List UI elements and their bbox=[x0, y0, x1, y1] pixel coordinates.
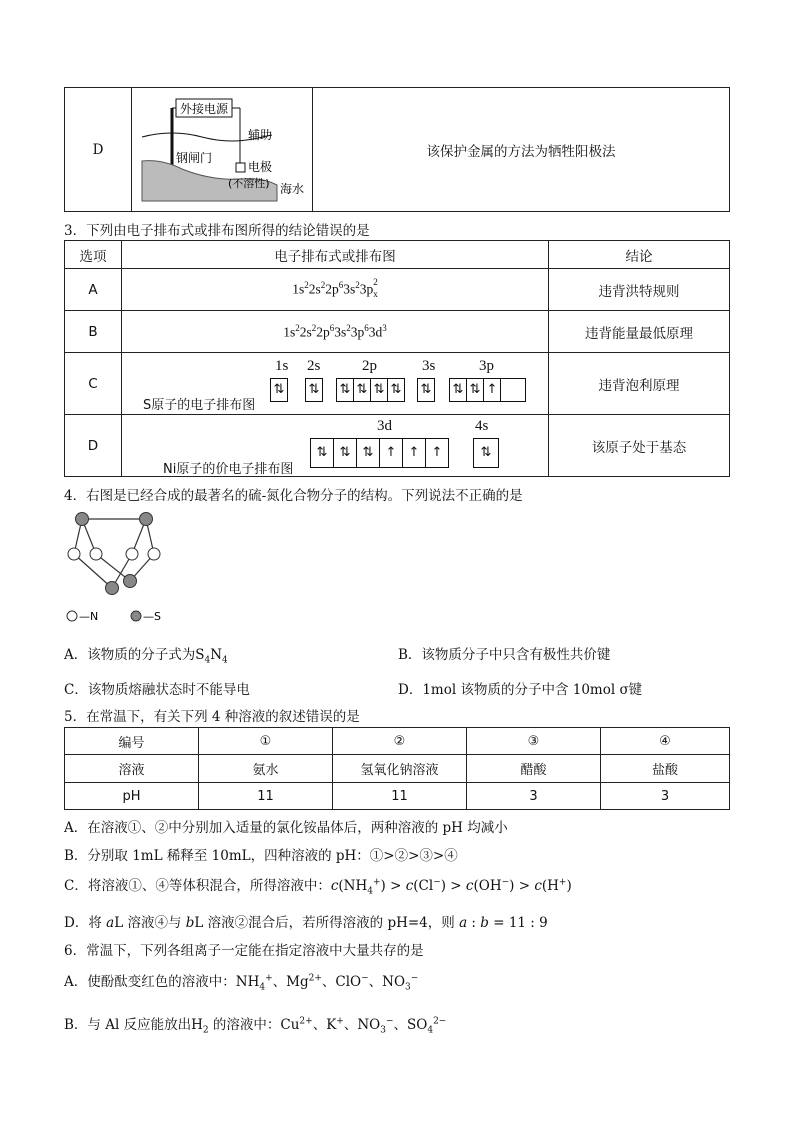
s-atom-label: S原子的电子排布图 bbox=[143, 398, 256, 413]
q3-conclusion-d: 该原子处于基态 bbox=[549, 415, 730, 477]
orbital-box-2p: ⇅ ⇅ ⇅ ⇅ bbox=[336, 378, 404, 402]
q3-header-option: 选项 bbox=[65, 241, 122, 269]
q5-cell: 编号 bbox=[65, 728, 199, 755]
nitrogen-atom bbox=[90, 548, 102, 560]
orbital-label-4s: 4s bbox=[475, 418, 489, 434]
aux-label-2: 电极 bbox=[248, 159, 273, 174]
q5-cell: 3 bbox=[601, 783, 730, 810]
q5-cell: 盐酸 bbox=[601, 755, 730, 783]
q5-cell: 11 bbox=[199, 783, 333, 810]
q5-cell: 氨水 bbox=[199, 755, 333, 783]
orbital-label-2s: 2s bbox=[307, 358, 321, 374]
q5-cell: ④ bbox=[601, 728, 730, 755]
q5-option-d: D．将 aL 溶液④与 bL 溶液②混合后，若所得溶液的 pH=4，则 a : b = 11 : 9 bbox=[64, 915, 548, 931]
sea-label: 海水 bbox=[280, 181, 305, 196]
q5-cell: 溶液 bbox=[65, 755, 199, 783]
q5-cell: 11 bbox=[333, 783, 467, 810]
nitrogen-atom bbox=[68, 548, 80, 560]
orbital-box-2s: ⇅ bbox=[305, 378, 322, 402]
q3-header-conclusion: 结论 bbox=[549, 241, 730, 269]
orbital-box-3p: ⇅ ⇅ ↑ bbox=[449, 378, 525, 402]
q6-option-a: A．使酚酞变红色的溶液中：$NH_4^+$、$Mg^{2+}$、ClO−、$NO_3^-$ bbox=[64, 973, 419, 993]
orbital-box-1s: ⇅ bbox=[270, 378, 287, 402]
q3-option-a: A bbox=[65, 269, 122, 311]
power-source-label: 外接电源 bbox=[180, 101, 229, 116]
nitrogen-atom bbox=[126, 548, 138, 560]
legend-s-label: —S bbox=[143, 610, 161, 623]
s4n4-structure bbox=[62, 508, 172, 628]
q3-conclusion-c: 违背泡利原理 bbox=[549, 353, 730, 415]
orbital-label-3d: 3d bbox=[377, 418, 392, 434]
ni-atom-label: Ni原子的价电子排布图 bbox=[163, 462, 294, 477]
q3-config-a: $1s^22s^22p^63s^23p$ $_{2 x}$ bbox=[122, 269, 549, 311]
q4-option-a: A．该物质的分子式为$S_4N_4$ bbox=[64, 647, 228, 666]
q5-cell: 3 bbox=[467, 783, 601, 810]
legend-n-label: —N bbox=[79, 610, 99, 623]
q5-cell: ① bbox=[199, 728, 333, 755]
q4-option-d: D．1mol 该物质的分子中含 10mol σ键 bbox=[398, 682, 643, 698]
q4-option-c: C．该物质熔融状态时不能导电 bbox=[64, 682, 250, 698]
q5-cell: ③ bbox=[467, 728, 601, 755]
q2-figure-cell bbox=[132, 88, 313, 212]
q4-stem: 4．右图是已经合成的最著名的硫-氮化合物分子的结构。下列说法不正确的是 bbox=[64, 488, 523, 504]
sulfur-atom bbox=[76, 513, 89, 526]
orbital-label-2p: 2p bbox=[362, 358, 377, 374]
q5-option-c: C．将溶液①、④等体积混合，所得溶液中：$c(NH_4^+) > c(Cl^-) > c(OH^-) > c(H^+)$ bbox=[64, 877, 572, 897]
q6-stem: 6．常温下，下列各组离子一定能在指定溶液中大量共存的是 bbox=[64, 943, 424, 959]
q3-conclusion-a: 违背洪特规则 bbox=[549, 269, 730, 311]
q3-conclusion-b: 违背能量最低原理 bbox=[549, 311, 730, 353]
q3-stem: 3．下列由电子排布式或排布图所得的结论错误的是 bbox=[64, 223, 370, 239]
gate-label: 钢闸门 bbox=[176, 150, 213, 165]
q2-option-d: D bbox=[65, 88, 132, 212]
q3-option-c: C bbox=[65, 353, 122, 415]
q3-config-b: $1s^22s^22p^63s^23p^63d^3$ bbox=[122, 311, 549, 353]
q6-option-b: B．与 Al 反应能放出$H_2$ 的溶液中：$Cu^{2+}$、K+、$NO_3^-$、$SO_4^{2-}$ bbox=[64, 1016, 447, 1036]
orbital-box-4s: ⇅ bbox=[473, 438, 498, 468]
q2-table bbox=[64, 87, 730, 212]
q5-stem: 5．在常温下，有关下列 4 种溶液的叙述错误的是 bbox=[64, 709, 360, 725]
sulfur-atom bbox=[106, 582, 119, 595]
q3-header-config: 电子排布式或排布图 bbox=[122, 241, 549, 269]
q2-conclusion-d: 该保护金属的方法为牺牲阳极法 bbox=[313, 88, 730, 212]
aux-label-1: 辅助 bbox=[248, 127, 273, 142]
electrochem-protection-figure bbox=[132, 89, 310, 211]
sulfur-atom bbox=[140, 513, 153, 526]
q5-table bbox=[64, 727, 730, 810]
q5-option-b: B．分别取 1mL 稀释至 10mL，四种溶液的 pH：①>②>③>④ bbox=[64, 848, 458, 864]
orbital-box-3s: ⇅ bbox=[417, 378, 434, 402]
q5-cell: pH bbox=[65, 783, 199, 810]
aux-label-3: (不溶性) bbox=[228, 176, 270, 190]
orbital-label-3p: 3p bbox=[479, 358, 494, 374]
orbital-label-3s: 3s bbox=[422, 358, 436, 374]
q5-option-a: A．在溶液①、②中分别加入适量的氯化铵晶体后，两种溶液的 pH 均减小 bbox=[64, 820, 508, 836]
q5-cell: 醋酸 bbox=[467, 755, 601, 783]
q4-option-b: B．该物质分子中只含有极性共价键 bbox=[398, 647, 611, 663]
q3-option-d: D bbox=[65, 415, 122, 477]
q3-option-b: B bbox=[65, 311, 122, 353]
legend-s-atom bbox=[131, 611, 141, 621]
sulfur-atom bbox=[124, 575, 137, 588]
nitrogen-atom bbox=[148, 548, 160, 560]
orbital-box-3d: ⇅ ⇅ ⇅ ↑ ↑ ↑ bbox=[310, 438, 448, 468]
q5-cell: 氢氧化钠溶液 bbox=[333, 755, 467, 783]
orbital-label-1s: 1s bbox=[275, 358, 289, 374]
q5-cell: ② bbox=[333, 728, 467, 755]
legend-n-atom bbox=[67, 611, 77, 621]
